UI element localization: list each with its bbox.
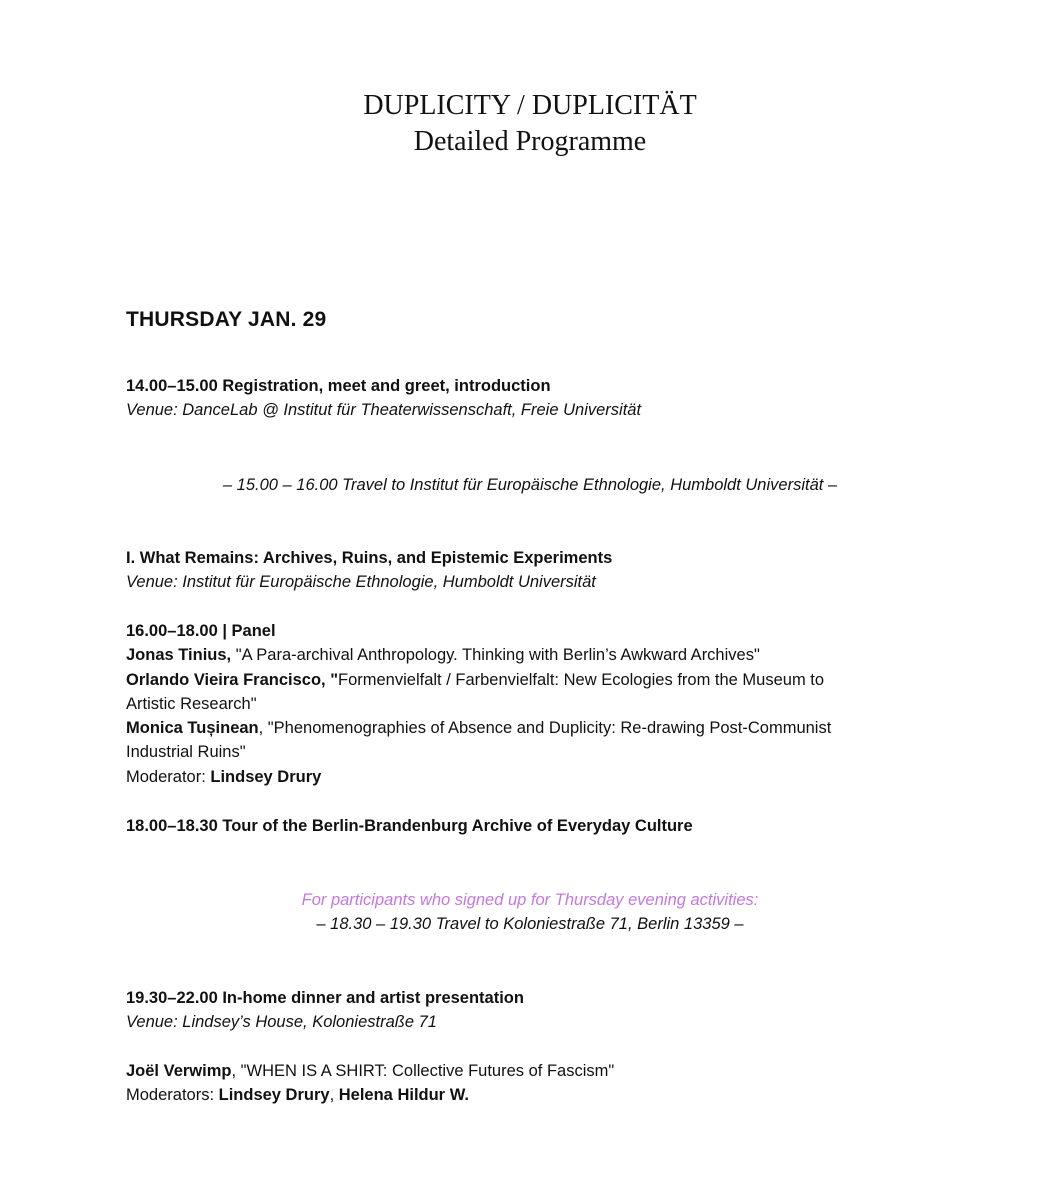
- dinner-heading: 19.30–22.00 In-home dinner and artist presentation: [126, 989, 524, 1007]
- tour-block: [126, 814, 926, 838]
- panel-moderator-label: Moderator:: [126, 767, 211, 786]
- panel-moderator-name: Lindsey Drury: [210, 767, 322, 786]
- panel-heading: 16.00–18.00 | Panel: [126, 622, 276, 640]
- presentation-moderators: [126, 1083, 926, 1107]
- presentation-speaker: Joël Verwimp: [126, 1062, 232, 1080]
- tour-heading: 18.00–18.30 Tour of the Berlin-Brandenburg Archive of Everyday Culture: [126, 817, 693, 835]
- talk-1-speaker: Jonas Tinius,: [126, 646, 232, 665]
- registration-heading: 14.00–15.00 Registration, meet and greet, introduction: [126, 377, 551, 395]
- document-title: [0, 88, 1060, 160]
- section-1-venue: Venue: Institut für Europäische Ethnologie, Humboldt Universität: [126, 573, 596, 592]
- title-line-1: DUPLICITY / DUPLICITÄT: [363, 90, 697, 121]
- talk-3-title: , "Phenomenographies of Absence and Duplicity: Re-drawing Post-Communist: [258, 719, 832, 738]
- talk-2-speaker: Orlando Vieira Francisco, ": [126, 670, 339, 689]
- presentation-moderators-label: Moderators:: [126, 1086, 219, 1105]
- section-1-heading: I. What Remains: Archives, Ruins, and Epistemic Experiments: [126, 549, 613, 567]
- registration-block: [126, 374, 926, 423]
- registration-venue: Venue: DanceLab @ Institut für Theaterwissenschaft, Freie Universität: [126, 401, 642, 420]
- day-heading: THURSDAY JAN. 29: [126, 308, 327, 331]
- panel-moderator: [126, 765, 926, 789]
- presentation-block: [126, 1059, 926, 1108]
- presentation-talk: [126, 1059, 926, 1083]
- talk-1-title: "A Para-archival Anthropology. Thinking with Berlin’s Awkward Archives": [231, 646, 760, 665]
- presentation-moderator-2: Helena Hildur W.: [338, 1086, 469, 1105]
- presentation-moderator-1: Lindsey Drury: [218, 1086, 330, 1105]
- presentation-moderator-separator: ,: [329, 1086, 339, 1105]
- talk-3-speaker: Monica Tușinean: [126, 719, 259, 738]
- talk-2: [126, 668, 926, 692]
- dinner-block: [126, 986, 926, 1035]
- dinner-venue: Venue: Lindsey’s House, Koloniestraße 71: [126, 1013, 437, 1032]
- title-line-2: Detailed Programme: [413, 126, 647, 157]
- panel-block: [126, 619, 926, 789]
- talk-2-title: Formenvielfalt / Farbenvielfalt: New Ecologies from the Museum to: [338, 670, 825, 689]
- travel-note-2: – 18.30 – 19.30 Travel to Koloniestraße 71, Berlin 13359 –: [316, 915, 744, 933]
- talk-3-title-cont: Industrial Ruins": [126, 743, 246, 762]
- talk-2-title-cont: Artistic Research": [126, 694, 257, 713]
- presentation-title: , "WHEN IS A SHIRT: Collective Futures of Fascism": [231, 1062, 615, 1080]
- section-1-block: [126, 546, 926, 595]
- talk-1: [126, 643, 926, 667]
- travel-note-1: – 15.00 – 16.00 Travel to Institut für Europäische Ethnologie, Humboldt Universität –: [222, 476, 838, 494]
- talk-3: [126, 716, 926, 740]
- evening-note: For participants who signed up for Thursday evening activities:: [301, 891, 759, 909]
